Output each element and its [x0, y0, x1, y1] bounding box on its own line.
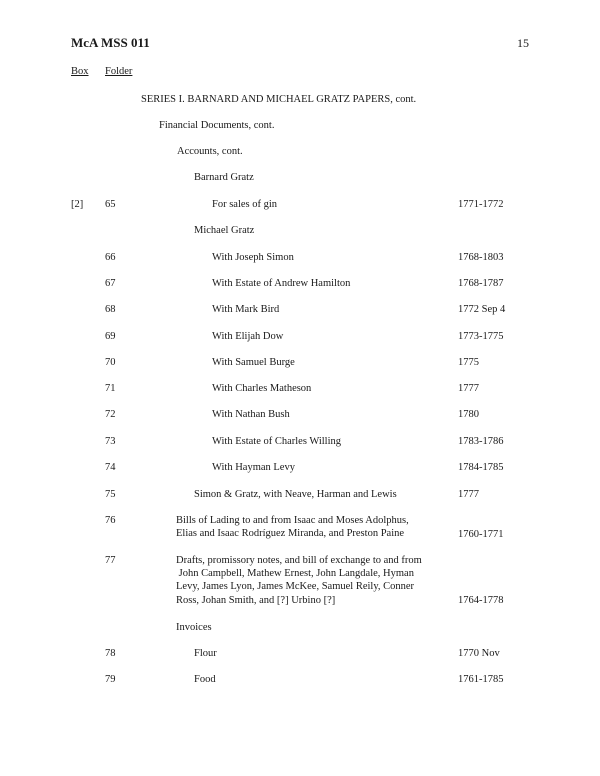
subheading-michael-gratz: Michael Gratz [194, 225, 255, 236]
page-number: 15 [517, 36, 529, 50]
folder-number: 73 [105, 436, 116, 447]
folder-description: With Joseph Simon [212, 252, 294, 263]
folder-date: 1783-1786 [458, 436, 504, 447]
description-line: Elias and Isaac Rodríguez Miranda, and Preston Paine [176, 528, 405, 540]
folder-description: With Elijah Dow [212, 331, 284, 342]
folder-description: With Hayman Levy [212, 462, 295, 473]
folder-number: 74 [105, 462, 116, 473]
folder-description: With Samuel Burge [212, 357, 295, 368]
folder-date: 1768-1787 [458, 278, 504, 289]
folder-number: 72 [105, 409, 116, 420]
folder-date: 1780 [458, 409, 479, 420]
folder-date: 1775 [458, 357, 479, 368]
folder-date: 1760-1771 [458, 529, 504, 540]
folder-description [176, 514, 409, 540]
folder-date: 1770 Nov [458, 648, 500, 659]
folder-description: Flour [194, 648, 217, 659]
folder-number: 71 [105, 383, 116, 394]
folder-number: 68 [105, 304, 116, 315]
folder-description: With Mark Bird [212, 304, 280, 315]
collection-id: McA MSS 011 [71, 35, 150, 50]
description-line: Bills of Lading to and from Isaac and Moses Adolphus, [176, 515, 409, 526]
description-line: Levy, James Lyon, James McKee, Samuel Reily, Conner [176, 581, 415, 593]
box-number: [2] [71, 199, 84, 210]
folder-number: 67 [105, 278, 116, 289]
folder-date: 1772 Sep 4 [458, 304, 506, 315]
folder-description: With Estate of Andrew Hamilton [212, 278, 351, 289]
folder-number: 65 [105, 199, 116, 210]
folder-description: Simon & Gratz, with Neave, Harman and Lewis [194, 489, 397, 500]
folder-number: 79 [105, 674, 116, 685]
folder-date: 1771-1772 [458, 199, 504, 210]
folder-date: 1761-1785 [458, 674, 504, 685]
folder-description [176, 554, 422, 607]
folder-date: 1777 [458, 383, 479, 394]
folder-description: Food [194, 674, 216, 685]
folder-description: With Nathan Bush [212, 409, 290, 420]
folder-number: 77 [105, 555, 116, 566]
folder-description: With Estate of Charles Willing [212, 436, 342, 447]
folder-number: 66 [105, 252, 116, 263]
section-heading: Accounts, cont. [177, 146, 243, 157]
description-line: John Campbell, Mathew Ernest, John Langdale, Hyman [176, 568, 414, 580]
series-heading: SERIES I. BARNARD AND MICHAEL GRATZ PAPERS, cont. [141, 94, 417, 105]
folder-date: 1768-1803 [458, 252, 504, 263]
folder-number: 76 [105, 515, 116, 526]
subseries-heading: Financial Documents, cont. [159, 120, 275, 131]
folder-date: 1773-1775 [458, 331, 504, 342]
folder-description: With Charles Matheson [212, 383, 312, 394]
folder-number: 69 [105, 331, 116, 342]
subheading-barnard-gratz: Barnard Gratz [194, 172, 254, 183]
column-header-box: Box [71, 66, 89, 77]
folder-description: For sales of gin [212, 199, 278, 210]
description-line: Drafts, promissory notes, and bill of exchange to and from [176, 555, 422, 566]
column-header-folder: Folder [105, 66, 133, 77]
folder-date: 1777 [458, 489, 479, 500]
subheading-invoices: Invoices [176, 622, 212, 633]
description-line: Ross, Johan Smith, and [?] Urbino [?] [176, 594, 336, 606]
folder-number: 78 [105, 648, 116, 659]
folder-number: 70 [105, 357, 116, 368]
folder-date: 1784-1785 [458, 462, 504, 473]
folder-date: 1764-1778 [458, 595, 504, 606]
folder-number: 75 [105, 489, 116, 500]
